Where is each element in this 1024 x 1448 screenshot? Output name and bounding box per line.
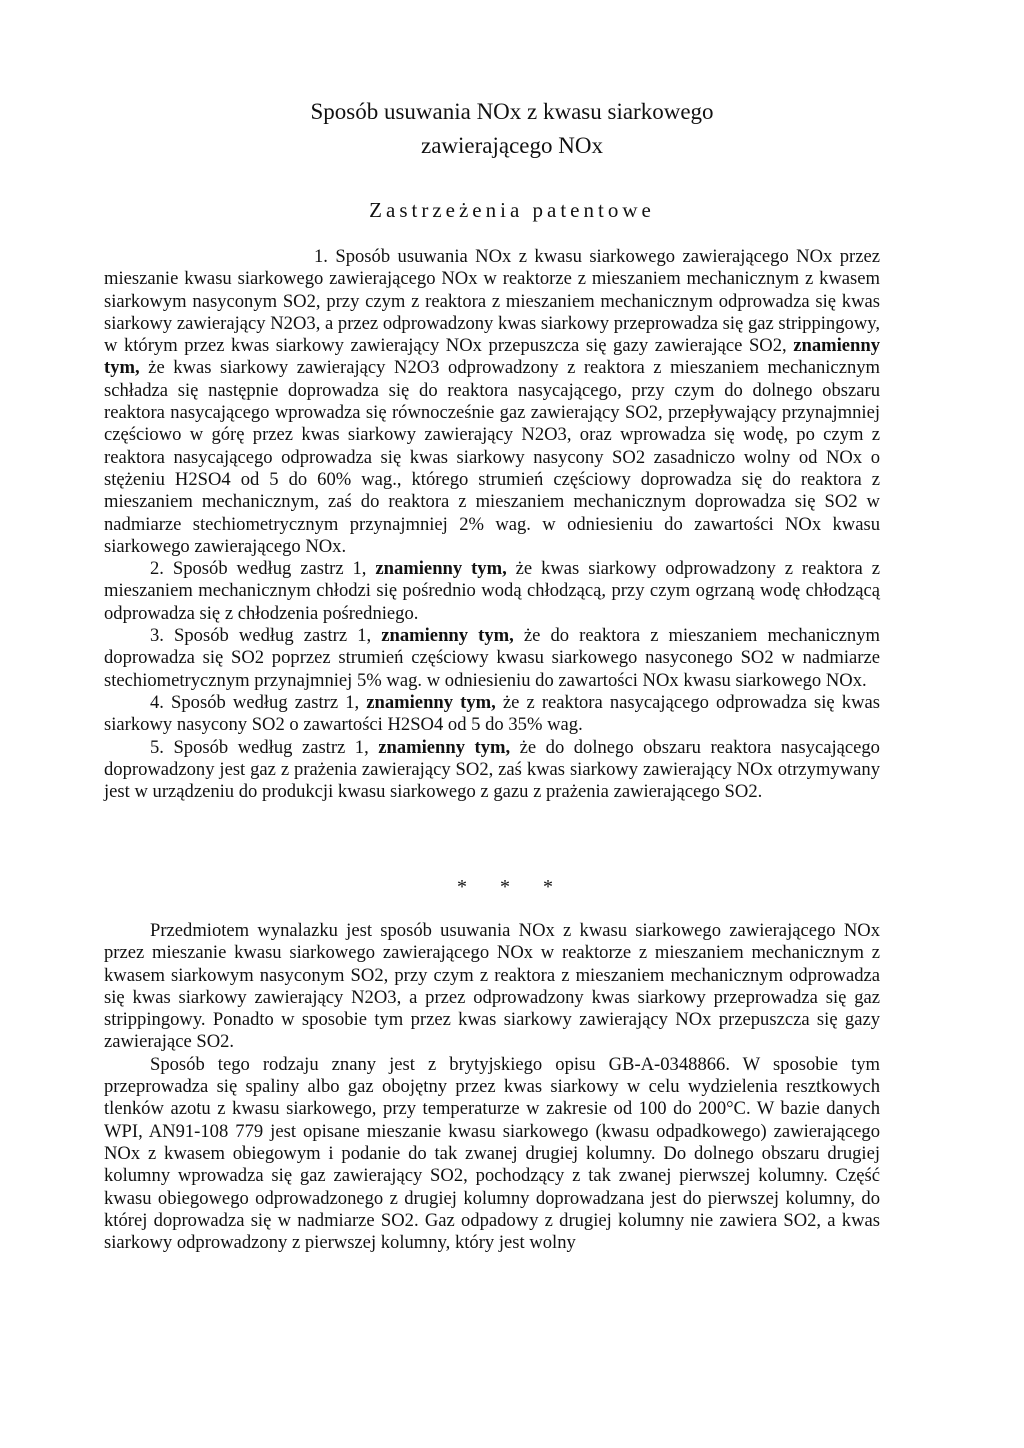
claim-5-bold: znamienny tym, [378,736,511,758]
claim-4-text: 4. Sposób według zastrz 1, [150,691,360,713]
claim-1 [104,246,880,558]
claim-2-text-end: że kwas siarkowy odprowadzony z reaktora z mieszaniem mechanicznym chłodzi się pośrednio wodą chłodzącą, przy czym ogrzaną wodę chłodzącą odprowadza się z chłodzenia pośredniego. [104,558,880,624]
claim-2-bold: znamienny tym, [375,558,507,580]
claim-1-bold: znamienny tym, [104,335,880,379]
claim-5-text: 5. Sposób według zastrz 1, [150,736,369,758]
claim-5 [104,737,880,804]
description-section [104,920,880,1254]
claim-3-bold: znamienny tym, [381,625,514,647]
claim-4-bold: znamienny tym, [366,691,496,713]
claim-3-text: 3. Sposób według zastrz 1, [150,625,372,647]
claim-1-text-end: że kwas siarkowy zawierający N2O3 odprowadzony z reaktora z mieszaniem mechanicznym schładza się następnie doprowadza się do reaktora nasycającego, przy czym do dolnego obszaru reaktora nasycającego wprowadza się równocześnie gaz zawierający SO2, przepływający przynajmniej częściowo w górę przez kwas siarkowy zawierający N2O3, oraz wprowadza się wodę, po czym z reaktora nasycającego odprowadza się kwas siarkowy nasycony SO2 zasadniczo wolny od NOx o stężeniu H2SO4 od 5 do 60% wag., którego strumień częściowy doprowadza się do reaktora z mieszaniem mechanicznym, zaś do reaktora z mieszaniem mechanicznym doprowadza się SO2 w nadmiarze stechiometrycznym przynajmniej 2% wag. w odniesieniu do zawartości NOx kwasu siarkowego zawierającego NOx. [104,357,880,557]
claim-3-text-end: że do reaktora z mieszaniem mechanicznym doprowadza się SO2 poprzez strumień częściowy kwasu siarkowego nasyconego SO2 w nadmiarze stechiometrycznym przynajmniej 5% wag. w odniesieniu do zawartości NOx kwasu siarkowego NOx. [104,625,880,691]
claim-5-text-end: że do dolnego obszaru reaktora nasycającego doprowadzony jest gaz z prażenia zawierający SO2, zaś kwas siarkowy zawierający NOx otrzymywany jest w urządzeniu do produkcji kwasu siarkowego z gazu z prażenia zawierającego SO2. [104,736,880,803]
description-paragraph-1: Przedmiotem wynalazku jest sposób usuwania NOx z kwasu siarkowego zawierającego NOx przez mieszanie kwasu siarkowego zawierającego NOx w reaktorze z mieszaniem mechanicznym z kwasem siarkowym nasyconym SO2, przy czym z reaktora z mieszaniem mechanicznym odprowadza się kwas siarkowy zawierający N2O3, a przez odprowadzony kwas siarkowy przeprowadza się gaz strippingowy. Ponadto w sposobie tym przez kwas siarkowy zawierający NOx przepuszcza się gazy zawierające SO2. [104,920,880,1053]
section-separator: * * * [457,876,567,898]
claim-2-text: 2. Sposób według zastrz 1, [150,558,367,580]
claim-3 [104,625,880,692]
claim-4 [104,692,880,737]
claim-4-text-end: że z reaktora nasycającego odprowadza się kwas siarkowy nasycony SO2 o zawartości H2SO4 od 5 do 35% wag. [104,691,880,736]
claim-2 [104,558,880,625]
claim-1-text: 1. Sposób usuwania NOx z kwasu siarkowego zawierającego NOx przez mieszanie kwasu siarkowego zawierającego NOx w reaktorze z mieszaniem mechanicznym z kwasem siarkowym nasyconym SO2, przy czym z reaktora z mieszaniem mechanicznym odprowadza się kwas siarkowy zawierający N2O3, a przez odprowadzony kwas siarkowy przeprowadza się gaz strippingowy, w którym przez kwas siarkowy zawierający NOx przepuszcza się gazy zawierające SO2, [104,246,880,357]
claims-section [104,246,880,803]
title-line-2: zawierającego NOx [421,133,603,158]
claims-heading: Zastrzeżenia patentowe [369,198,655,222]
document-title [0,95,1024,163]
title-line-1: Sposób usuwania NOx z kwasu siarkowego [310,99,714,124]
description-paragraph-2: Sposób tego rodzaju znany jest z brytyjskiego opisu GB-A-0348866. W sposobie tym przeprowadza się spaliny albo gaz obojętny przez kwas siarkowy w celu wydzielenia resztkowych tlenków azotu z kwasu siarkowego, przy temperaturze w zakresie od 100 do 200°C. W bazie danych WPI, AN91-108 779 jest opisane mieszanie kwasu siarkowego (kwasu odpadkowego) zawierającego NOx z kwasem obiegowym i podanie do tak zwanej drugiej kolumny. Do dolnego obszaru drugiej kolumny wprowadza się gaz zawierający SO2, pochodzący z tak zwanej pierwszej kolumny. Część kwasu obiegowego odprowadzonego z drugiej kolumny doprowadzana jest do pierwszej kolumny, do której doprowadza się w nadmiarze SO2. Gaz odpadowy z drugiej kolumny nie zawiera SO2, a kwas siarkowy odprowadzony z pierwszej kolumny, który jest wolny [104,1053,880,1254]
